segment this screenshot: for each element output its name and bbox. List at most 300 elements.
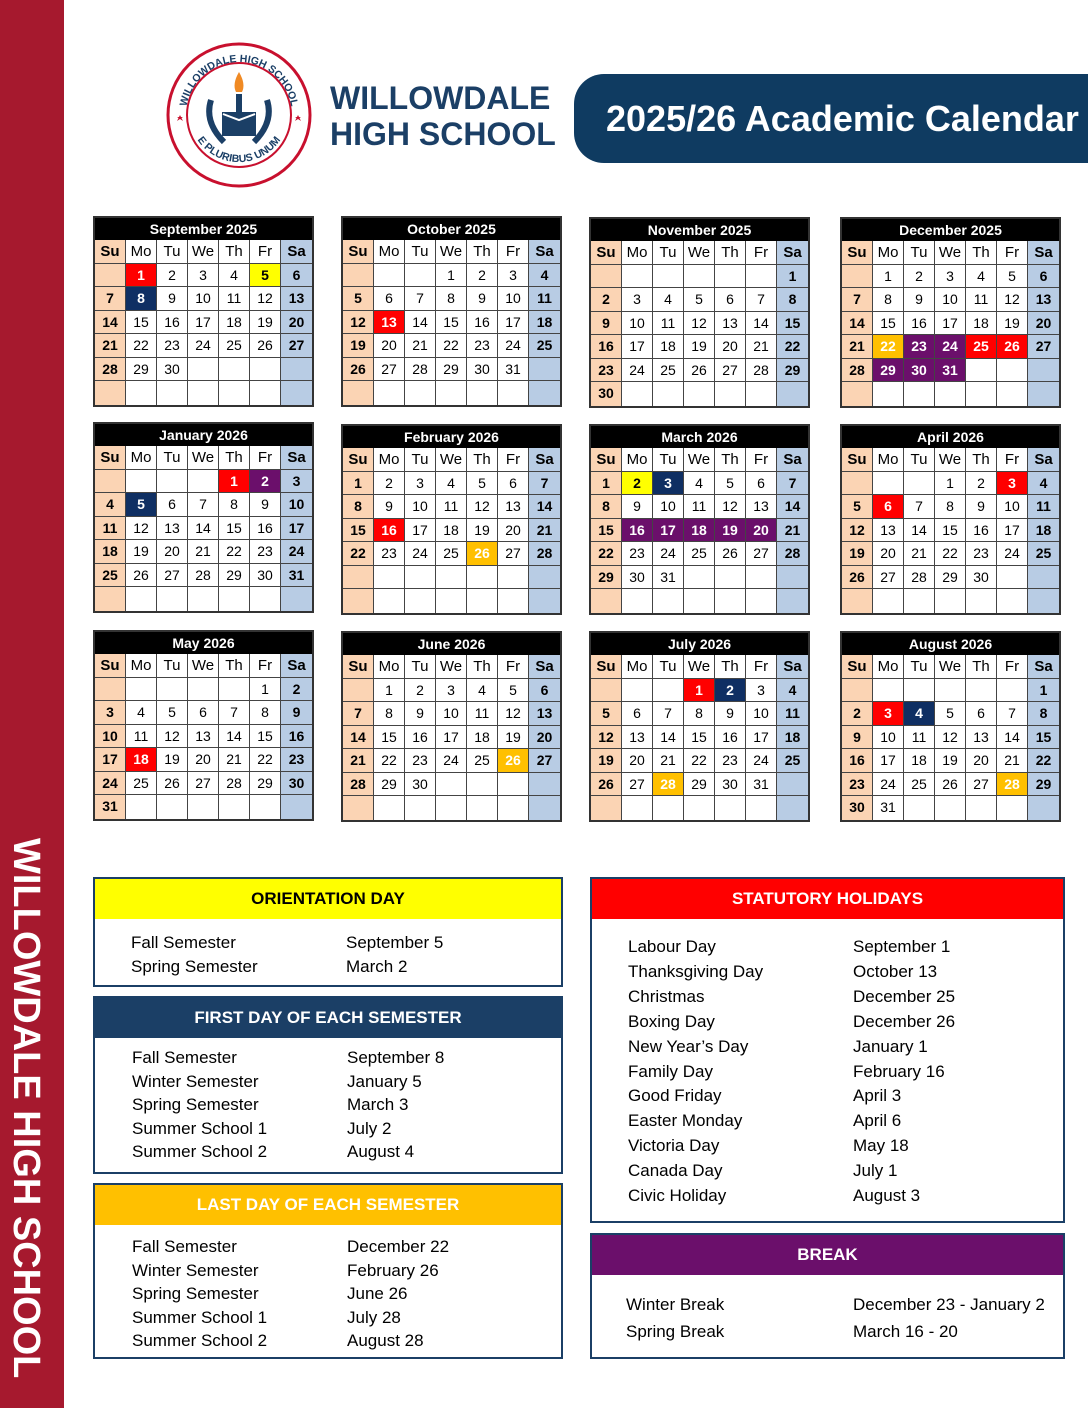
calendar-day: 15 [591,519,622,543]
calendar-day: 22 [343,542,374,566]
calendar-day: 26 [591,773,622,797]
legend-label: New Year’s Day [628,1036,749,1056]
calendar-day: 8 [1028,702,1059,726]
calendar-empty-cell [715,382,746,406]
legend-date: January 1 [853,1036,928,1056]
calendar-empty-cell [997,359,1028,383]
calendar-empty-cell [529,566,560,590]
last-day-box [93,1183,563,1359]
calendar-day: 19 [997,312,1028,336]
calendar-empty-cell [591,589,622,613]
calendar-day: 17 [746,726,777,750]
calendar-day: 25 [219,334,250,358]
calendar-day: 4 [529,264,560,288]
calendar-day: 6 [498,472,529,496]
calendar-day: 29 [684,773,715,797]
calendar-day: 9 [904,288,935,312]
calendar-empty-cell [343,566,374,590]
calendar-day: 20 [374,334,405,358]
calendar-day: 18 [1028,519,1059,543]
calendar-empty-cell [219,358,250,382]
calendar-day: 18 [436,519,467,543]
calendar-day: 25 [95,564,126,588]
legend-label: Family Day [628,1061,714,1081]
calendar-empty-cell [219,795,250,819]
calendar-empty-cell [188,358,219,382]
calendar-day: 3 [997,472,1028,496]
calendar-day: 29 [374,773,405,797]
legend-row [628,1184,1063,1209]
calendar-day: 1 [873,265,904,289]
calendar-day: 22 [1028,749,1059,773]
calendar-empty-cell [529,358,560,382]
calendar-day: 27 [188,772,219,796]
weekday-header: Th [966,241,997,265]
weekday-header: Mo [126,240,157,264]
calendar-day: 2 [715,679,746,703]
calendar-day: 9 [250,493,281,517]
calendar-day: 15 [250,725,281,749]
calendar-empty-cell [157,587,188,611]
calendar-empty-cell [591,796,622,820]
calendar-empty-cell [436,566,467,590]
calendar-day: 11 [1028,495,1059,519]
calendar-day: 25 [126,772,157,796]
legend-date: July 2 [347,1118,392,1138]
calendar-day: 24 [622,359,653,383]
calendar-empty-cell [777,773,808,797]
legend-date: August 4 [347,1142,415,1161]
calendar-empty-cell [842,679,873,703]
calendar-day: 17 [653,519,684,543]
calendar-day: 4 [436,472,467,496]
calendar-day: 12 [842,519,873,543]
calendar-day: 12 [467,495,498,519]
calendar-day: 5 [715,472,746,496]
legend-row [628,1010,1063,1035]
calendar-day: 6 [188,701,219,725]
calendar-day: 9 [591,312,622,336]
calendar-day: 1 [343,472,374,496]
weekday-header: Th [715,448,746,472]
calendar-day: 30 [405,773,436,797]
calendar-empty-cell [405,264,436,288]
legend-row [132,1329,561,1353]
first-day-box [93,996,563,1174]
legend-date: August 3 [853,1186,921,1206]
calendar-empty-cell [746,566,777,590]
calendar-day: 17 [935,312,966,336]
calendar-empty-cell [95,264,126,288]
legend-label: Spring Semester [131,956,258,976]
month-grid [343,240,560,405]
calendar-day: 21 [405,334,436,358]
calendar-day: 30 [281,772,312,796]
calendar-day: 18 [219,311,250,335]
calendar-day: 30 [591,382,622,406]
legend-row [132,1282,561,1306]
calendar-day: 14 [219,725,250,749]
legend-label: Victoria Day [628,1136,720,1156]
calendar-day: 1 [436,264,467,288]
legend-label: Spring Break [626,1322,725,1341]
calendar-empty-cell [95,470,126,494]
calendar-empty-cell [467,773,498,797]
calendar-day: 2 [591,288,622,312]
calendar-day: 6 [157,493,188,517]
calendar-empty-cell [1028,796,1059,820]
calendar-day: 9 [966,495,997,519]
weekday-header: Sa [777,655,808,679]
calendar-empty-cell [873,472,904,496]
calendar-day: 26 [997,335,1028,359]
calendar-empty-cell [188,381,219,405]
calendar-day: 4 [966,265,997,289]
weekday-header: Sa [777,448,808,472]
legend-label: Winter Semester [132,1260,259,1280]
legend-label: Easter Monday [628,1111,743,1131]
calendar-day: 18 [904,749,935,773]
calendar-day: 25 [966,335,997,359]
calendar-day: 22 [873,335,904,359]
calendar-day: 24 [281,540,312,564]
legend-label: Summer School 1 [132,1307,268,1327]
calendar-day: 14 [529,495,560,519]
weekday-header: Mo [374,240,405,264]
calendar-day: 14 [777,495,808,519]
calendar-empty-cell [405,796,436,820]
calendar-empty-cell [622,679,653,703]
orientation-day-box [93,877,563,987]
calendar-day: 11 [684,495,715,519]
calendar-empty-cell [715,566,746,590]
calendar-day: 4 [777,679,808,703]
legend-label: Spring Semester [132,1284,259,1303]
calendar-empty-cell [715,265,746,289]
calendar-day: 17 [188,311,219,335]
calendar-day: 24 [405,542,436,566]
calendar-day: 21 [997,749,1028,773]
calendar-day: 4 [1028,472,1059,496]
weekday-header: We [188,240,219,264]
calendar-day: 9 [622,495,653,519]
calendar-empty-cell [436,773,467,797]
legend-row [626,1291,1063,1318]
calendar-empty-cell [746,265,777,289]
weekday-header: Mo [873,241,904,265]
calendar-day: 19 [715,519,746,543]
weekday-header: Mo [374,448,405,472]
calendar-day: 29 [1028,773,1059,797]
calendar-empty-cell [935,679,966,703]
weekday-header: Sa [281,654,312,678]
month-grid [343,655,560,820]
weekday-header: Th [467,448,498,472]
calendar-day: 10 [622,312,653,336]
logo-text-top: WILLOWDALE HIGH SCHOOL [177,52,301,108]
calendar-day: 22 [219,540,250,564]
calendar-day: 7 [777,472,808,496]
calendar-empty-cell [188,678,219,702]
weekday-header: We [935,655,966,679]
legend-row [132,1259,561,1283]
sidebar [0,0,64,1408]
calendar-empty-cell [997,382,1028,406]
calendar-empty-cell [622,796,653,820]
calendar-day: 28 [95,358,126,382]
weekday-header: Fr [746,241,777,265]
calendar-day: 24 [873,773,904,797]
calendar-day: 31 [935,359,966,383]
legend-row [628,935,1063,960]
calendar-day: 31 [498,358,529,382]
calendar-day: 3 [498,264,529,288]
calendar-day: 5 [591,702,622,726]
calendar-empty-cell [1028,382,1059,406]
weekday-header: Tu [405,655,436,679]
calendar-empty-cell [653,589,684,613]
calendar-day: 25 [904,773,935,797]
calendar-empty-cell [997,679,1028,703]
calendar-day: 23 [374,542,405,566]
legend-rows [592,919,1063,1209]
legend-label: Winter Break [626,1295,725,1314]
weekday-header: Tu [653,655,684,679]
calendar-day: 17 [405,519,436,543]
weekday-header: Tu [904,655,935,679]
weekday-header: Fr [746,655,777,679]
weekday-header: Fr [997,448,1028,472]
calendar-empty-cell [966,359,997,383]
weekday-header: Tu [904,448,935,472]
calendar-day: 20 [746,519,777,543]
weekday-header: We [935,448,966,472]
calendar-day: 27 [873,566,904,590]
calendar-day: 16 [904,312,935,336]
weekday-header: Su [842,241,873,265]
calendar-day: 24 [95,772,126,796]
weekday-header: Su [842,448,873,472]
calendar-day: 19 [250,311,281,335]
weekday-header: Fr [997,241,1028,265]
calendar-day: 17 [873,749,904,773]
calendar-day: 13 [1028,288,1059,312]
calendar-day: 2 [966,472,997,496]
legend-row [132,1306,561,1330]
calendar-day: 29 [219,564,250,588]
calendar-empty-cell [777,382,808,406]
weekday-header: Th [715,241,746,265]
calendar-empty-cell [904,382,935,406]
calendar-empty-cell [842,382,873,406]
calendar-day: 12 [126,517,157,541]
legend-date: March 3 [347,1095,409,1114]
calendar-day: 12 [997,288,1028,312]
weekday-header: Fr [746,448,777,472]
statutory-holidays-box [590,877,1065,1223]
weekday-header: Su [591,655,622,679]
calendar-day: 6 [281,264,312,288]
calendar-day: 18 [777,726,808,750]
calendar-empty-cell [684,589,715,613]
calendar-empty-cell [842,589,873,613]
legend-row [628,1035,1063,1060]
calendar-empty-cell [436,796,467,820]
legend-date: April 3 [853,1086,902,1106]
legend-date: January 5 [347,1071,422,1091]
calendar-day: 31 [281,564,312,588]
month-title: November 2025 [591,219,808,241]
month-grid [591,448,808,613]
first-day-heading: FIRST DAY OF EACH SEMESTER [95,998,561,1038]
calendar-day: 7 [219,701,250,725]
calendar-day: 13 [374,311,405,335]
calendar-day: 29 [250,772,281,796]
calendar-day: 27 [498,542,529,566]
calendar-empty-cell [157,678,188,702]
weekday-header: Th [966,448,997,472]
calendar-day: 17 [281,517,312,541]
legend-row [628,1060,1063,1085]
calendar-day: 11 [529,287,560,311]
month-title: September 2025 [95,218,312,240]
calendar-day: 26 [157,772,188,796]
weekday-header: Su [343,240,374,264]
calendar-empty-cell [904,796,935,820]
calendar-empty-cell [684,265,715,289]
legend-row [626,1318,1063,1345]
legend-label: Fall Semester [132,1048,237,1067]
calendar-empty-cell [1028,566,1059,590]
calendar-day: 17 [498,311,529,335]
calendar-empty-cell [529,796,560,820]
month-grid [95,654,312,819]
calendar-day: 5 [126,493,157,517]
calendar-day: 22 [777,335,808,359]
calendar-day: 5 [997,265,1028,289]
weekday-header: Sa [281,446,312,470]
calendar-day: 12 [715,495,746,519]
month-calendar [589,631,810,822]
legend-date: August 28 [347,1331,424,1350]
calendar-day: 9 [715,702,746,726]
calendar-day: 15 [684,726,715,750]
weekday-header: Tu [653,448,684,472]
legend-rows [592,1275,1063,1345]
calendar-day: 6 [1028,265,1059,289]
calendar-day: 1 [126,264,157,288]
month-calendar [840,424,1061,615]
calendar-empty-cell [498,773,529,797]
calendar-day: 8 [777,288,808,312]
legend-date: December 25 [853,986,956,1006]
legend-row [132,1046,561,1070]
calendar-day: 10 [405,495,436,519]
month-title: March 2026 [591,426,808,448]
calendar-day: 2 [904,265,935,289]
calendar-empty-cell [622,265,653,289]
weekday-header: Sa [777,241,808,265]
calendar-empty-cell [219,587,250,611]
calendar-day: 19 [126,540,157,564]
calendar-day: 25 [684,542,715,566]
calendar-day: 30 [157,358,188,382]
calendar-day: 7 [95,287,126,311]
calendar-day: 21 [219,748,250,772]
statutory-holidays-heading: STATUTORY HOLIDAYS [592,879,1063,919]
calendar-day: 26 [467,542,498,566]
calendar-day: 28 [219,772,250,796]
calendar-day: 27 [1028,335,1059,359]
calendar-day: 8 [935,495,966,519]
calendar-empty-cell [498,381,529,405]
weekday-header: Tu [157,654,188,678]
calendar-day: 30 [622,566,653,590]
calendar-day: 26 [126,564,157,588]
legend-date: July 1 [853,1161,898,1181]
calendar-empty-cell [343,381,374,405]
calendar-day: 24 [188,334,219,358]
calendar-day: 23 [157,334,188,358]
calendar-empty-cell [904,679,935,703]
calendar-day: 8 [873,288,904,312]
weekday-header: Fr [997,655,1028,679]
legend-rows [95,1225,561,1353]
calendar-empty-cell [529,773,560,797]
legend-label: Fall Semester [132,1237,237,1256]
calendar-day: 29 [935,566,966,590]
calendar-day: 27 [157,564,188,588]
calendar-empty-cell [126,587,157,611]
calendar-day: 20 [715,335,746,359]
calendar-empty-cell [715,796,746,820]
calendar-day: 13 [873,519,904,543]
calendar-day: 8 [219,493,250,517]
calendar-day: 21 [777,519,808,543]
calendar-empty-cell [904,472,935,496]
weekday-header: Su [95,654,126,678]
calendar-day: 2 [622,472,653,496]
weekday-header: Su [591,241,622,265]
legend-date: March 16 - 20 [853,1322,958,1341]
calendar-empty-cell [219,678,250,702]
school-name-line2: HIGH SCHOOL [330,116,556,152]
calendar-day: 21 [653,749,684,773]
calendar-empty-cell [467,796,498,820]
calendar-day: 7 [188,493,219,517]
calendar-day: 26 [250,334,281,358]
calendar-day: 21 [904,542,935,566]
calendar-day: 7 [529,472,560,496]
calendar-day: 16 [374,519,405,543]
break-heading: BREAK [592,1235,1063,1275]
calendar-day: 9 [374,495,405,519]
school-logo [166,42,312,188]
calendar-empty-cell [966,796,997,820]
calendar-day: 21 [529,519,560,543]
calendar-day: 8 [684,702,715,726]
calendar-day: 10 [498,287,529,311]
calendar-day: 30 [467,358,498,382]
calendar-day: 24 [436,749,467,773]
month-grid [95,446,312,611]
calendar-empty-cell [684,566,715,590]
calendar-day: 25 [436,542,467,566]
calendar-day: 4 [95,493,126,517]
calendar-day: 10 [873,726,904,750]
calendar-day: 31 [746,773,777,797]
calendar-day: 19 [157,748,188,772]
